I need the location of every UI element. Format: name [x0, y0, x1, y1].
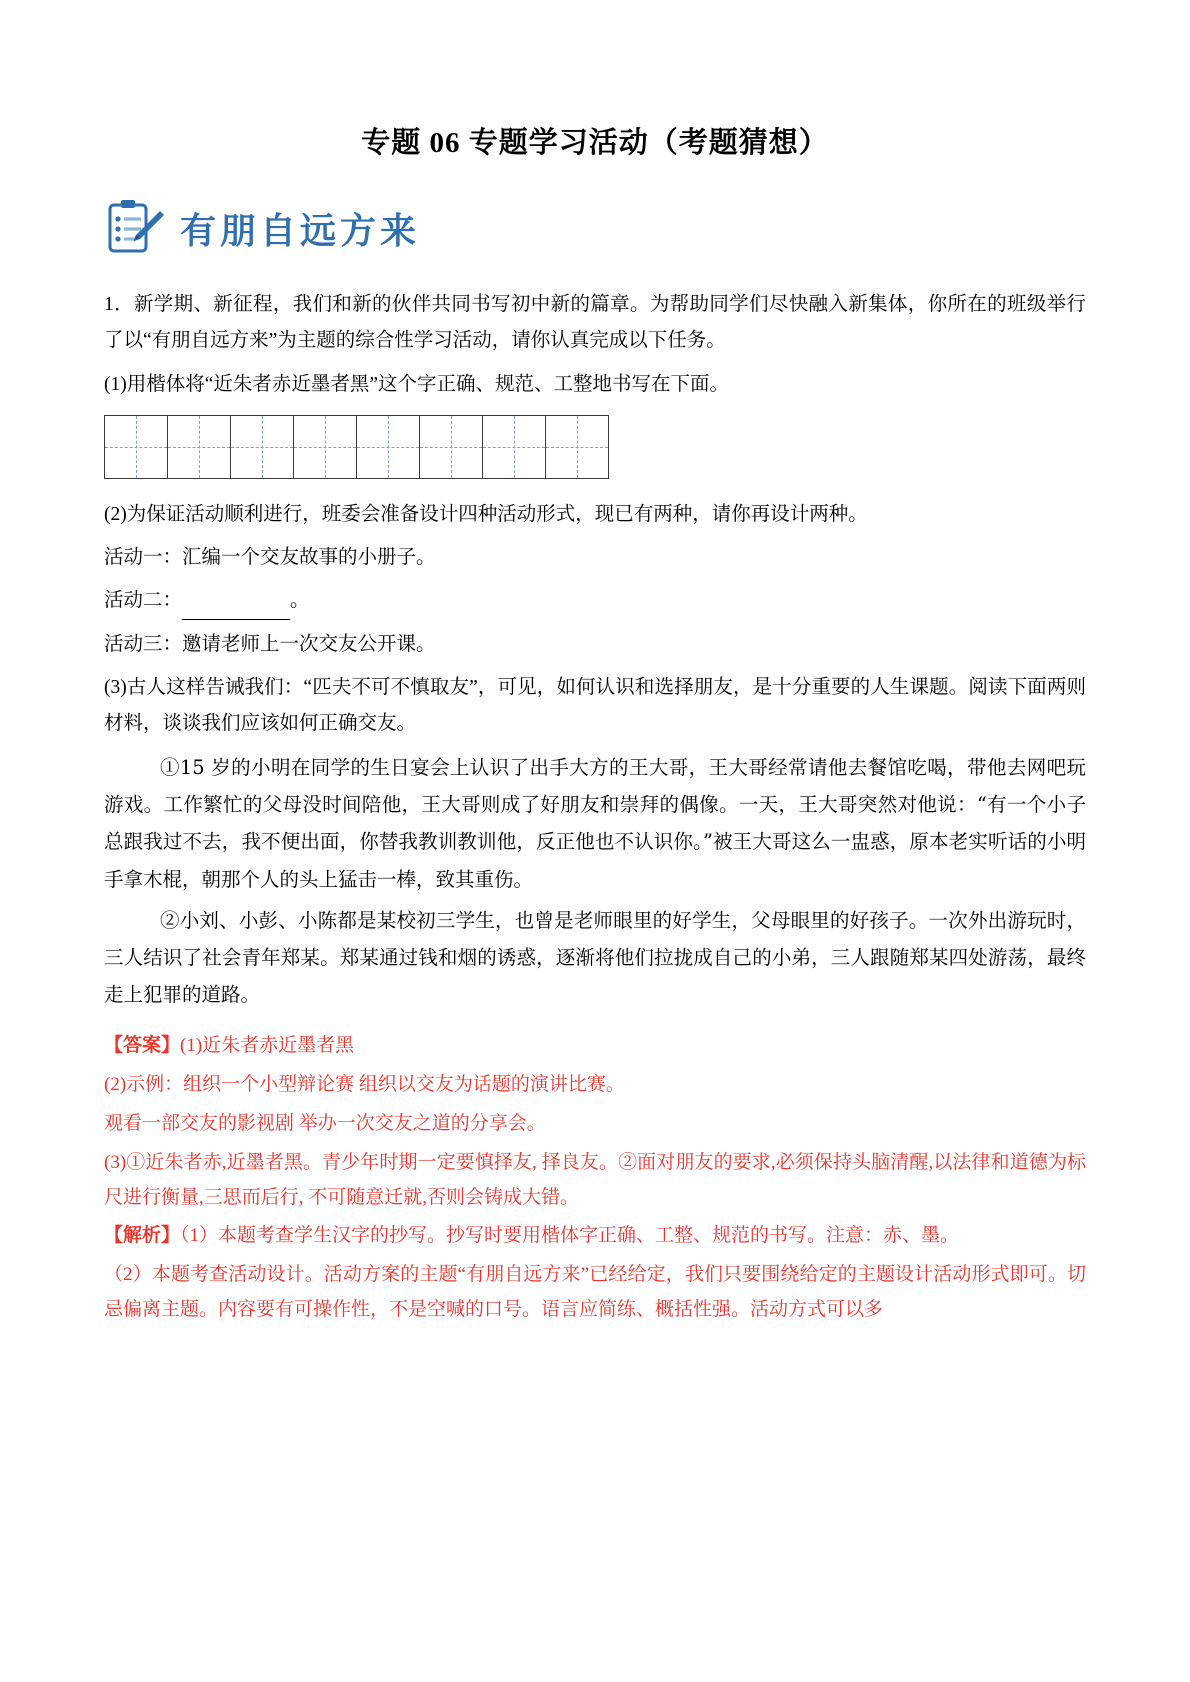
grid-cell[interactable]	[168, 415, 231, 478]
activity-two-prefix: 活动二：	[104, 590, 183, 612]
grid-cell[interactable]	[294, 415, 357, 478]
analysis-line-2: （2）本题考查活动设计。活动方案的主题“有朋自远方来”已经给定，我们只要围绕给定的主题设计活动形式即可。切忌偏离主题。内容要有可操作性，不是空喊的口号。语言应简练、概括性强。活动方式可以多	[104, 1264, 1086, 1321]
activity-one: 活动一：汇编一个交友故事的小册子。	[104, 547, 436, 569]
answer-section	[104, 1029, 1086, 1329]
sub-question-2: (2)为保证活动顺利进行，班委会准备设计四种活动形式，现已有两种，请你再设计两种。	[104, 503, 868, 525]
grid-cell[interactable]	[231, 415, 294, 478]
activity-three: 活动三：邀请老师上一次交友公开课。	[104, 633, 436, 655]
answer-label: 【答案】	[104, 1034, 181, 1056]
answer-line-4: (3)①近朱者赤,近墨者黑。青少年时期一定要慎择友, 择良友。②面对朋友的要求,必须保持头脑清醒,以法律和道德为标尺进行衡量,三思而后行, 不可随意迁就,否则会铸成大错。	[104, 1151, 1086, 1208]
grid-cell[interactable]	[483, 415, 546, 478]
handwriting-grid	[104, 415, 1086, 479]
activity-two-suffix: 。	[290, 590, 310, 612]
answer-text-1: (1)近朱者赤近墨者黑	[180, 1034, 355, 1056]
analysis-line-1	[104, 1219, 1086, 1254]
grid-cell[interactable]	[357, 415, 420, 478]
topic-banner-text: 有朋自远方来	[180, 210, 421, 252]
analysis-text-1: （1）本题考查学生汉字的抄写。抄写时要用楷体字正确、工整、规范的书写。注意：赤、墨。	[180, 1225, 960, 1247]
activity-two	[104, 583, 1086, 619]
answer-line-3: 观看一部交友的影视剧 举办一次交友之道的分享会。	[104, 1112, 546, 1134]
question-stem: 1．新学期、新征程，我们和新的伙伴共同书写初中新的篇章。为帮助同学们尽快融入新集体，你所在的班级举行了以“有朋自远方来”为主题的综合性学习活动，请你认真完成以下任务。	[104, 294, 1086, 352]
analysis-label: 【解析】	[104, 1225, 181, 1247]
answer-line-2: (2)示例：组织一个小型辩论赛 组织以交友为话题的演讲比赛。	[104, 1073, 625, 1095]
grid-cell[interactable]	[546, 415, 609, 478]
document-content	[104, 120, 1086, 1332]
material-one: ①15 岁的小明在同学的生日宴会上认识了出手大方的王大哥，王大哥经常请他去餐馆吃喝，带他去网吧玩游戏。工作繁忙的父母没时间陪他，王大哥则成了好朋友和崇拜的偶像。一天，王大哥突然对他说：“有一个小子总跟我过不去，我不便出面，你替我教训教训他，反正他也不认识你。”被王大哥这么一盅惑，原本老实听话的小明手拿木棍，朝那个人的头上猛击一棒，致其重伤。	[104, 756, 1086, 891]
table-row	[105, 415, 609, 478]
sub-question-1: (1)用楷体将“近朱者赤近墨者黑”这个字正确、规范、工整地书写在下面。	[104, 373, 730, 395]
tianzi-grid-table	[104, 415, 609, 479]
material-two: ②小刘、小彭、小陈都是某校初三学生，也曾是老师眼里的好学生，父母眼里的好孩子。一次外出游玩时，三人结识了社会青年郑某。郑某通过钱和烟的诱惑，逐渐将他们拉拢成自己的小弟，三人跟随郑某四处游荡，最终走上犯罪的道路。	[104, 908, 1086, 1006]
clipboard-pencil-icon	[104, 197, 166, 259]
activity-two-blank[interactable]	[182, 601, 290, 620]
grid-cell[interactable]	[420, 415, 483, 478]
sub-question-3: (3)古人这样告诫我们：“匹夫不可不慎取友”，可见，如何认识和选择朋友，是十分重要的人生课题。阅读下面两则材料，谈谈我们应该如何正确交友。	[104, 676, 1086, 735]
page-title: 专题 06 专题学习活动（考题猜想）	[361, 127, 829, 159]
topic-banner	[104, 195, 1086, 261]
grid-cell[interactable]	[105, 415, 168, 478]
answer-line-1	[104, 1029, 1086, 1064]
